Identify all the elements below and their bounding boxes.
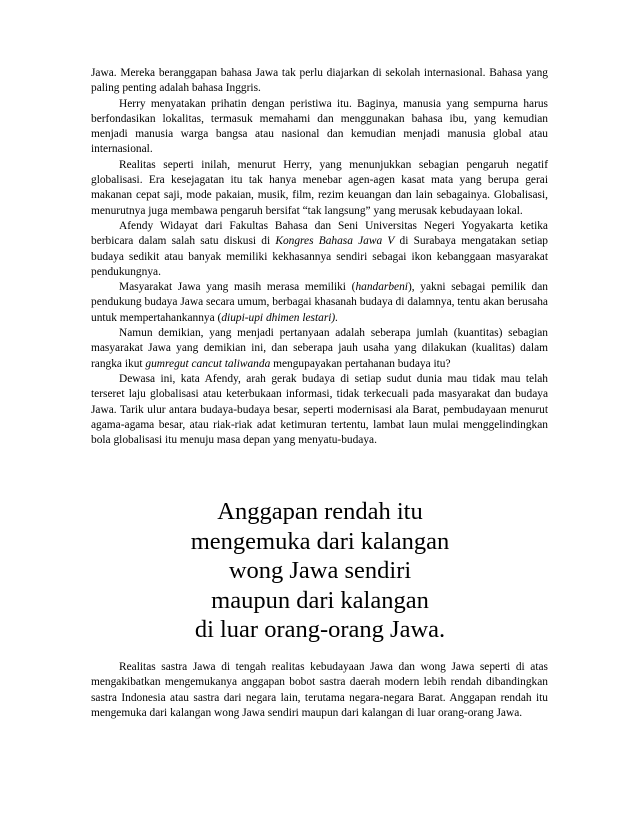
- paragraph-4: [91, 219, 548, 280]
- paragraph-6-text-a: Namun demikian, yang menjadi pertanyaan adalah seberapa jumlah (kuantitas) sebagian masyarakat Jawa yang demikian ini, dan seberapa jauh usaha yang dilakukan (kualitas) dalam rangka ikut: [91, 327, 548, 370]
- paragraph-5-italic-2: diupi-upi dhimen lestari).: [221, 311, 339, 324]
- pull-quote-line-5: di luar orang-orang Jawa.: [194, 616, 446, 643]
- paragraph-3: Realitas seperti inilah, menurut Herry, yang menunjukkan sebagian pengaruh negatif globalisasi. Era kesejagatan itu tak hanya menebar agen-agen kasat mata yang berupa gerai makanan cepat saji, mode pakaian, musik, film, rezim keuangan dan lain sebagainya. Globalisasi, menurutnya juga membawa pengaruh bersifat “tak langsung” yang merusak kebudayaan lokal.: [91, 158, 548, 217]
- paragraph-5-italic-1: handarbeni: [355, 281, 408, 294]
- pull-quote-line-4: maupun dari kalangan: [211, 586, 429, 614]
- pull-quote-line-3: wong Jawa sendiri: [228, 557, 412, 584]
- paragraph-1: Jawa. Mereka beranggapan bahasa Jawa tak perlu diajarkan di sekolah internasional. Bahasa yang paling penting adalah bahasa Inggris.: [91, 67, 548, 95]
- pull-quote: [150, 497, 490, 645]
- paragraph-4-italic: Kongres Bahasa Jawa V: [275, 235, 395, 248]
- paragraph-5-text-a: Masyarakat Jawa yang masih merasa memiliki (: [119, 281, 356, 294]
- paragraph-6-text-b: mengupayakan pertahanan budaya itu?: [270, 357, 451, 370]
- paragraph-5: [91, 280, 548, 326]
- paragraph-2: Herry menyatakan prihatin dengan peristiwa itu. Baginya, manusia yang sempurna harus berfondasikan lokalitas, termasuk memahami dan menggunakan bahasa ibu, yang kemudian menjadi manusia warga bangsa atau nasional dan kemudian menjadi manusia global atau internasional.: [91, 97, 548, 156]
- paragraph-5-text-b: ), yakni sebagai pemilik dan pendukung budaya Jawa secara umum, berbagai khasanah budaya di dalamnya, tentu akan berusaha untuk mempertahankannya (: [91, 281, 548, 324]
- paragraph-8: Realitas sastra Jawa di tengah realitas kebudayaan Jawa dan wong Jawa seperti di atas mengakibatkan mengemukanya anggapan bobot sastra daerah modern lebih rendah dibandingkan sastra Indonesia atau sastra dari negara lain, terutama negara-negara Barat. Anggapan rendah itu mengemuka dari kalangan wong Jawa sendiri maupun dari kalangan di luar orang-orang Jawa.: [91, 661, 548, 719]
- closing-section: [91, 660, 548, 721]
- pull-quote-line-2: mengemuka dari kalangan: [190, 527, 450, 555]
- paragraph-6: [91, 326, 548, 372]
- article-body: [91, 66, 548, 448]
- paragraph-6-italic: gumregut cancut taliwanda: [145, 357, 271, 370]
- paragraph-4-text-a: Afendy Widayat dari Fakultas Bahasa dan Seni Universitas Negeri Yogyakarta ketika berbicara dalam salah satu diskusi di: [91, 219, 548, 248]
- paragraph-4-text-b: di Surabaya mengatakan setiap budaya sedikit atau banyak memiliki kekhasannya sendiri sebagai ikon kebanggaan masyarakat pendukungnya.: [91, 235, 548, 278]
- pull-quote-line-1: Anggapan rendah itu: [217, 498, 423, 525]
- paragraph-7: Dewasa ini, kata Afendy, arah gerak budaya di setiap sudut dunia mau tidak mau telah terseret laju globalisasi atau keterbukaan informasi, tidak terkecuali pada masyarakat dan budaya Jawa. Tarik ulur antara budaya-budaya besar, seperti modernisasi ala Barat, pembudayaan menurut agama-agama besar, atau riak-riak adat ketimuran tertentu, lambat laun mulai menggelindingkan bola globalisasi itu menuju masa depan yang menyatu-budaya.: [91, 372, 548, 447]
